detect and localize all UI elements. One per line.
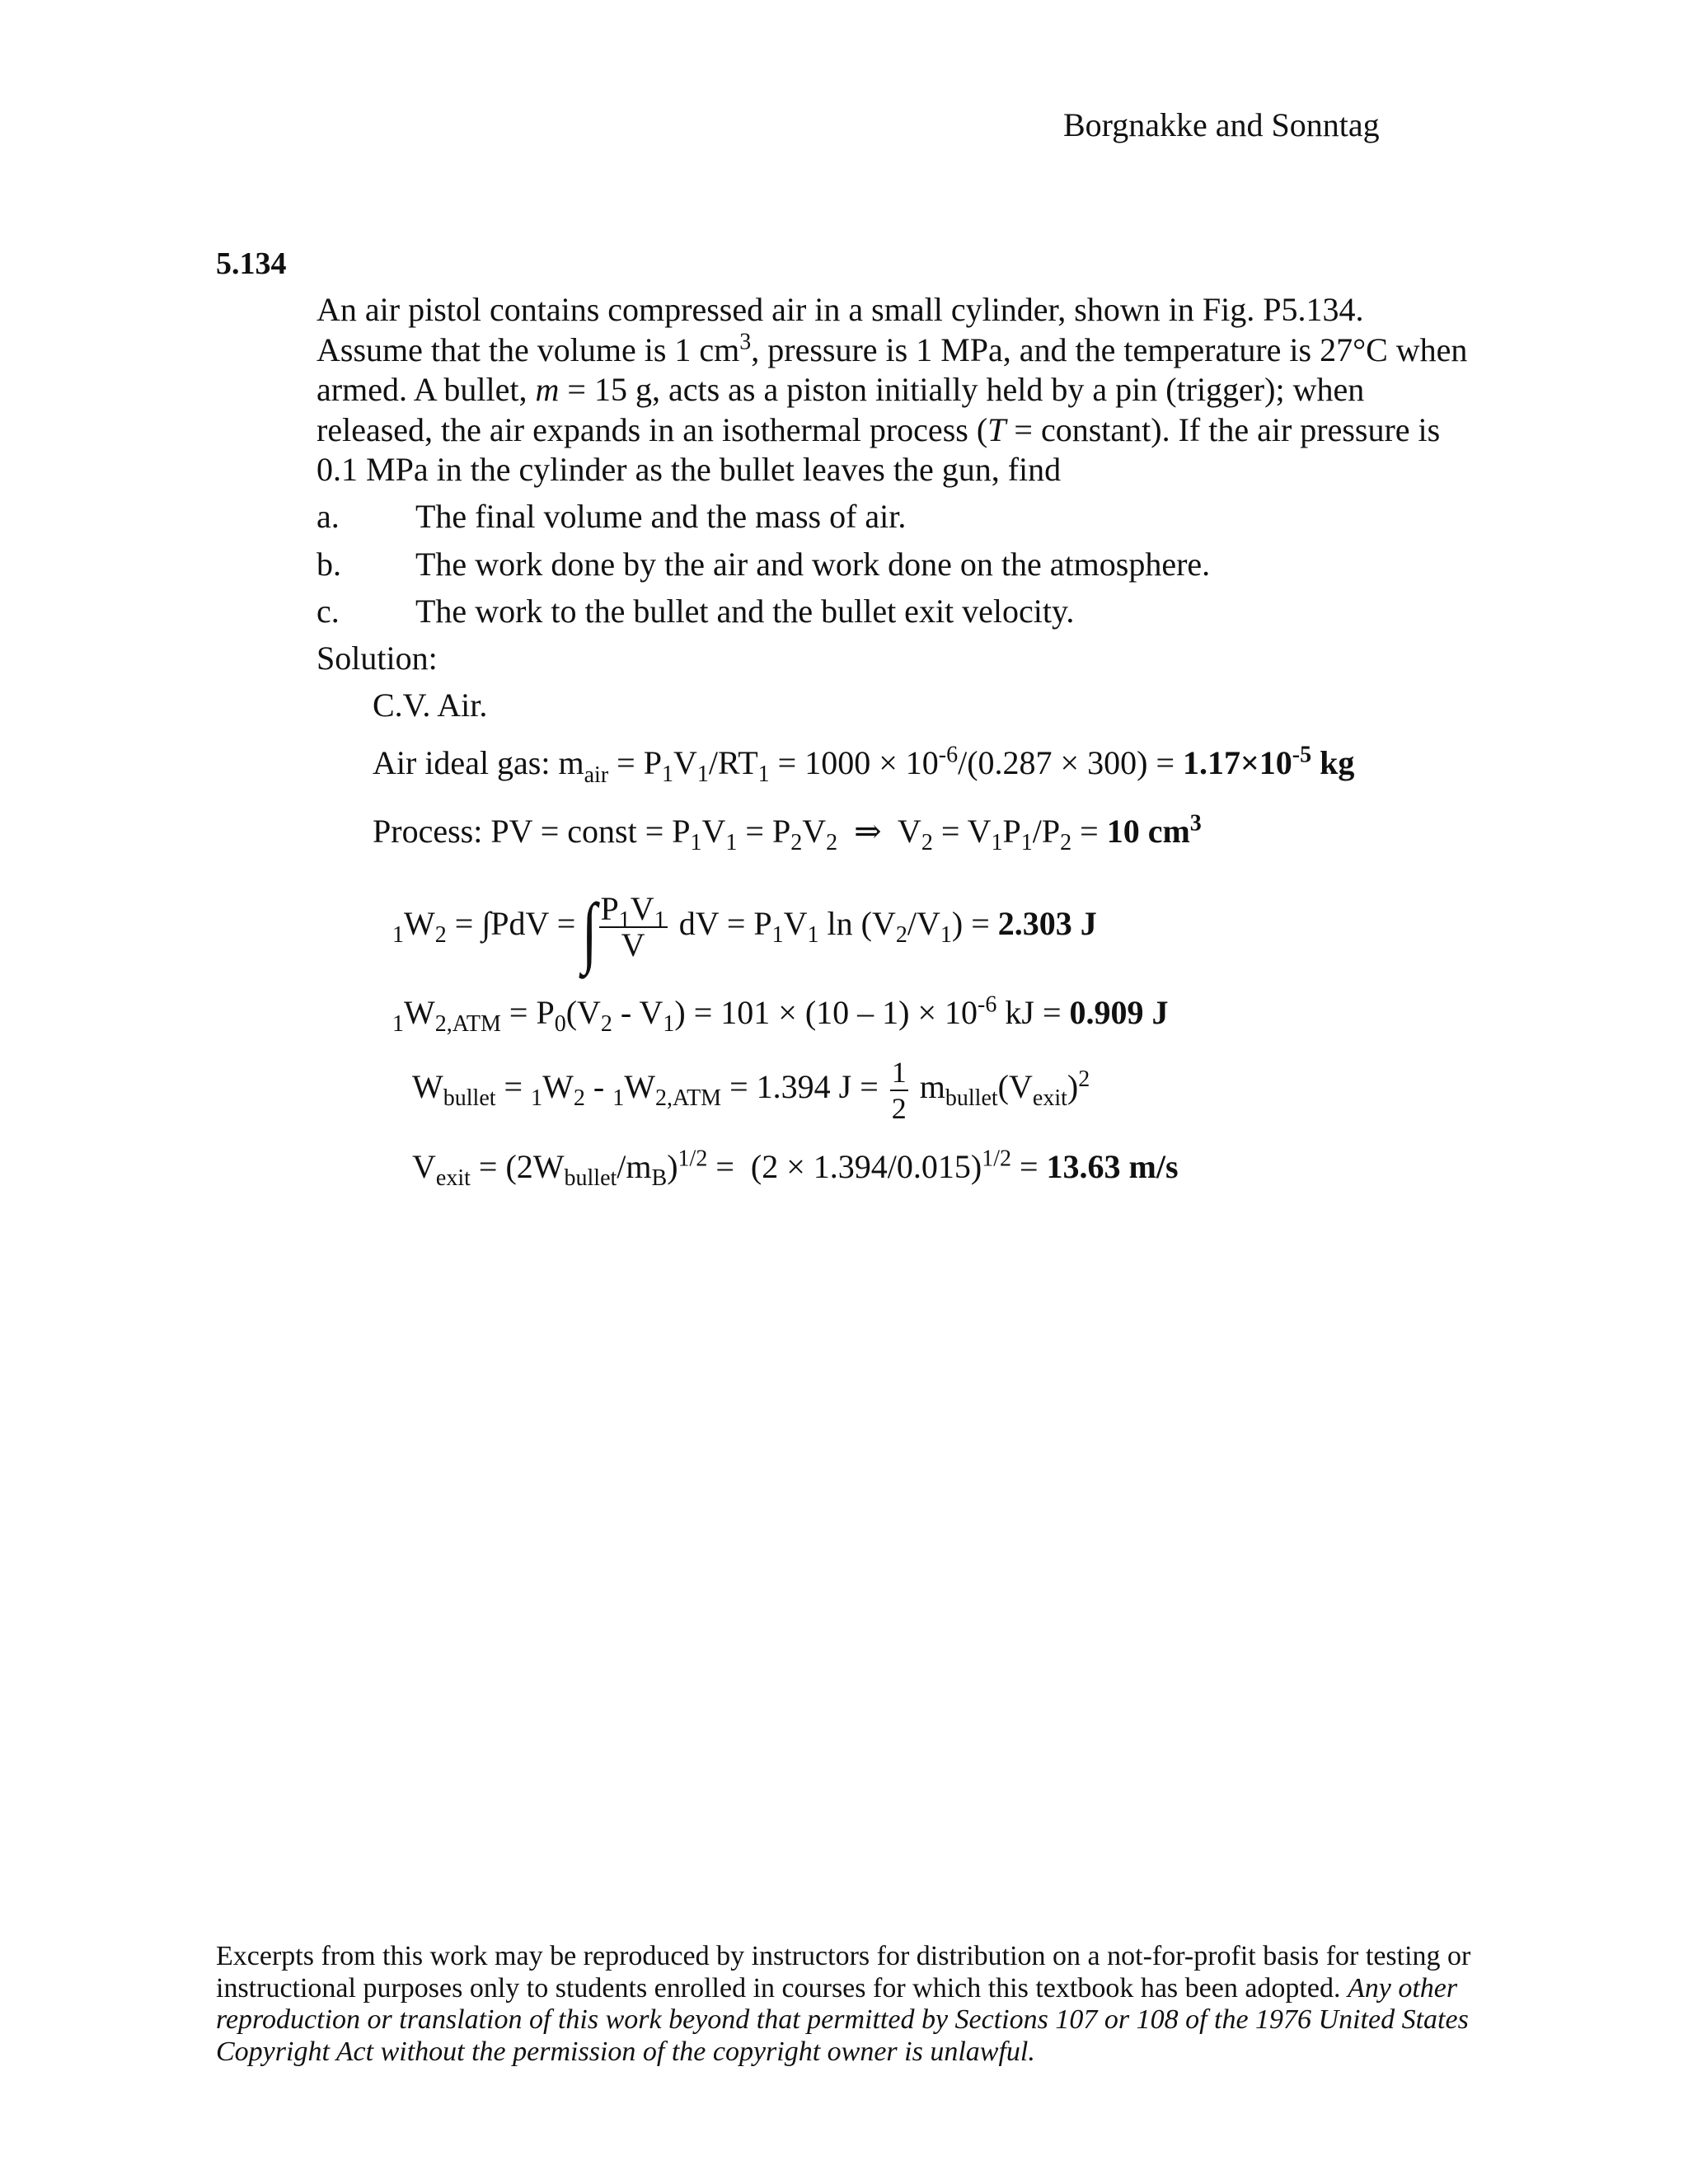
list-item-label: b. [316,546,341,583]
eq1-part-a: = P [608,744,662,781]
statement-mass-symbol: m [535,371,560,408]
equation-work-atmosphere: $_1W_{2,ATM} = P_0(V_2 - V_1) = 101 \times (10 - 1) \times 10^{-6}$ kJ = 0.909 J [392,991,1169,1037]
integral-sign: ∫ [582,887,598,976]
fraction-one-half: $\frac{1}{2}$ [891,1056,907,1125]
eq1-result-exponent: -5 [1292,742,1312,768]
eq2-prefix: Process: PV = const = P [373,813,691,850]
eq2-result: 10 cm [1106,813,1190,850]
eq1-rest: /(0.287 × 300) = [958,744,1183,781]
equation-work-air: $_1W_2 = \int PdV$ = ∫ $\frac{P_1V_1}{V}$ dV = $P_1V_1$ $\ln (V_2/V_1) = 2.303$ J [392,887,1097,976]
eq2-result-exponent: 3 [1189,810,1202,837]
page-header-authors: Borgnakke and Sonntag [1063,106,1380,143]
eq3-result: 2.303 J [997,905,1097,943]
eq1-m-subscript: air [584,762,609,788]
eq1-unit: kg [1311,744,1355,781]
control-volume-label: C.V. Air. [373,687,488,724]
equation-exit-velocity: $V_{exit} = (2W_{bullet}/m_B)^{1/2} = (2 \times 1.394/0.015)^{1/2} = 13.63$ m/s [412,1146,1179,1191]
footer-normal-text: Excerpts from this work may be reproduced by instructors for distribution on a not-for-profit basis for testing or instructional purposes only to students enrolled in courses for which this textbook has been adopted. [216,1941,1471,2004]
footer-italic-text: Any other reproduction or translation of this work beyond that permitted by Sections 107 or 108 of the 1976 United States Copyright Act without the permission of the copyright owner is unlawful. [216,1972,1469,2067]
fraction-p1v1-over-v: $\frac{P_1V_1}{V}$ [600,890,666,963]
eq1-prefix: Air ideal gas: m [373,744,584,781]
equation-ideal-gas: Air ideal gas: $m_{air} = P_1V_1/RT_1 = 1000 \times 10^{-6}/(0.287 \times 300) = 1.17\times 10^{-5}$ kg [373,742,1355,788]
equation-work-bullet: $W_{bullet} = _1W_2 - _1W_{2,ATM} = 1.394$ J = $\frac{1}{2}$ $m_{bullet}(V_{exit})^2$ [412,1056,1090,1125]
statement-part-4: = constant). If the air pressure is 0.1 MPa in the cylinder as the bullet leaves the gun, find [316,410,1441,488]
eq6-result: 13.63 m/s [1046,1148,1179,1185]
problem-statement [316,290,1470,490]
copyright-footer [216,1941,1477,2068]
list-item-text: The work done by the air and work done on the atmosphere. [415,546,1211,583]
list-item-text: The work to the bullet and the bullet exit velocity. [415,593,1075,630]
equation-process: Process: PV = const = $P_1V_1 = P_2V_2$ ⇒ $V_2 = V_1P_1/P_2 = 10$ $cm^3$ [373,810,1202,855]
list-item-text: The final volume and the mass of air. [415,498,907,535]
statement-part-2: , pressure is 1 MPa, and the temperature is 27°C when armed. A bullet, [316,330,1468,408]
eq5-value: 1.394 J [756,1068,852,1106]
problem-number: 5.134 [216,246,287,281]
list-item-label: a. [316,498,340,535]
list-item-label: c. [316,593,340,630]
statement-superscript: 3 [739,329,752,355]
solution-heading: Solution: [316,640,438,677]
eq4-result: 0.909 J [1069,994,1169,1031]
statement-part-1: An air pistol contains compressed air in a small cylinder, shown in Fig. P5.134. Assume that the volume is 1 cm [316,291,1364,368]
eq1-result: 1.17×10 [1183,744,1292,781]
statement-part-3: = 15 g, acts as a piston initially held by a pin (trigger); when released, the air expands in an isothermal process ( [316,371,1365,448]
statement-temperature-symbol: T [987,410,1006,448]
